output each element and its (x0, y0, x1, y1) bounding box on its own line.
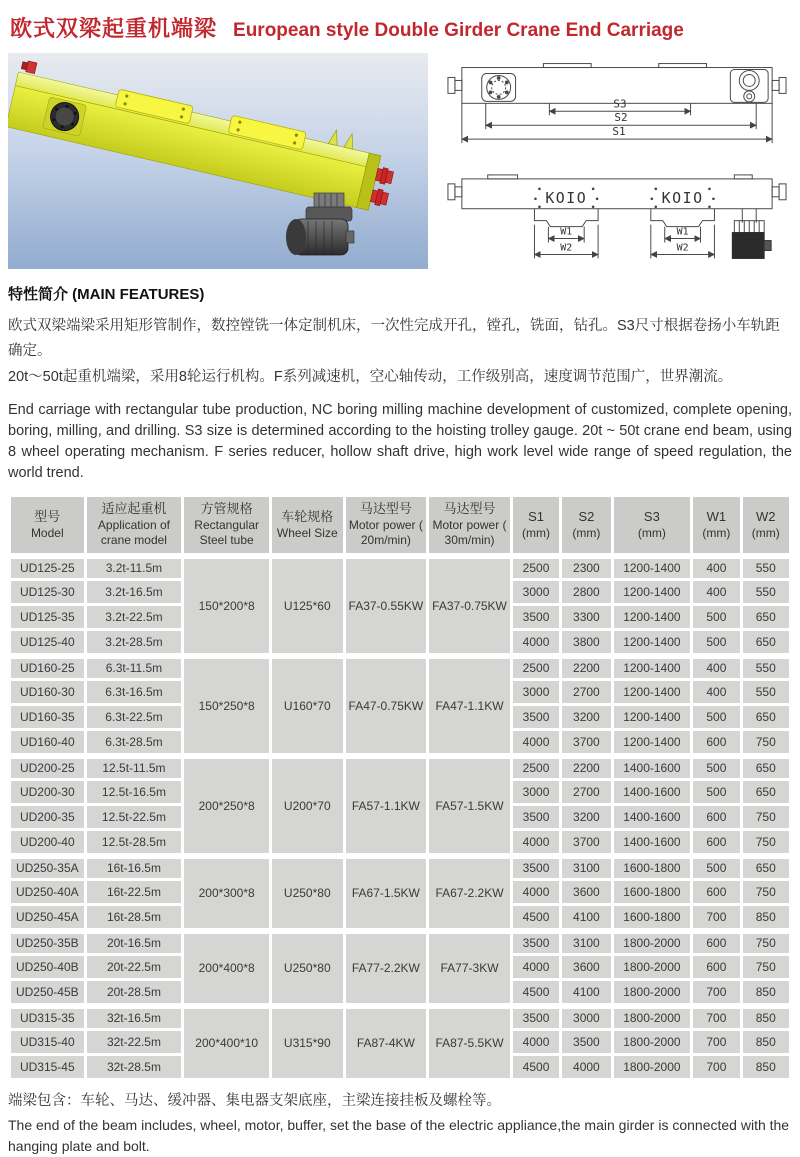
cell-application: 6.3t-16.5m (87, 681, 182, 703)
cell-model: UD250-45A (11, 906, 84, 928)
footer-text-zh: 端梁包含：车轮、马达、缓冲器、集电器支架底座，主梁连接挂板及螺栓等。 (8, 1092, 501, 1109)
cell-s1: 4000 (513, 956, 559, 978)
cell-s1: 3500 (513, 1006, 559, 1028)
cell-s2: 2800 (562, 581, 610, 603)
cell-w2: 750 (743, 806, 789, 828)
col-header-motor30: 马达型号 Motor power ( 30m/min) (429, 497, 510, 553)
cell-s1: 2500 (513, 756, 559, 778)
cell-motor20: FA77-2.2KW (346, 931, 427, 1003)
cell-model: UD250-45B (11, 981, 84, 1003)
cell-s2: 3200 (562, 706, 610, 728)
cell-s3: 1600-1800 (614, 906, 691, 928)
cell-application: 12.5t-16.5m (87, 781, 182, 803)
cell-w2: 850 (743, 981, 789, 1003)
cell-s2: 3200 (562, 806, 610, 828)
cell-model: UD160-30 (11, 681, 84, 703)
cell-s1: 3000 (513, 681, 559, 703)
cell-motor30: FA47-1.1KW (429, 656, 510, 753)
cell-s1: 4500 (513, 906, 559, 928)
cell-w1: 600 (693, 881, 739, 903)
cell-s3: 1800-2000 (614, 931, 691, 953)
cell-s1: 3000 (513, 781, 559, 803)
cell-application: 32t-22.5m (87, 1031, 182, 1053)
cell-s1: 2500 (513, 556, 559, 578)
cell-w2: 750 (743, 931, 789, 953)
cell-s3: 1800-2000 (614, 981, 691, 1003)
cell-model: UD160-25 (11, 656, 84, 678)
cell-s2: 3000 (562, 1006, 610, 1028)
cell-w1: 400 (693, 681, 739, 703)
cell-w1: 600 (693, 956, 739, 978)
cell-application: 12.5t-22.5m (87, 806, 182, 828)
cell-model: UD200-25 (11, 756, 84, 778)
cell-model: UD315-40 (11, 1031, 84, 1053)
cell-s3: 1200-1400 (614, 731, 691, 753)
cell-w1: 500 (693, 856, 739, 878)
cell-motor30: FA57-1.5KW (429, 756, 510, 853)
cell-s3: 1200-1400 (614, 606, 691, 628)
media-row (8, 53, 792, 269)
cell-s2: 3700 (562, 831, 610, 853)
cell-s1: 4500 (513, 1056, 559, 1078)
cell-tube: 150*200*8 (184, 556, 269, 653)
features-text-zh-1: 欧式双梁端梁采用矩形管制作，数控镗铣一体定制机床，一次性完成开孔，镗孔，铣面，钻孔。S3尺寸根据卷扬小车轨距确定。 (8, 318, 780, 359)
cell-w1: 400 (693, 656, 739, 678)
cell-w1: 500 (693, 606, 739, 628)
cell-wheel: U250*80 (272, 931, 343, 1003)
col-header-w2: W2 (mm) (743, 497, 789, 553)
cell-s2: 3100 (562, 856, 610, 878)
spec-table (8, 494, 792, 1081)
dim-label-w2: W2 (560, 242, 573, 254)
col-header-motor20: 马达型号 Motor power ( 20m/min) (346, 497, 427, 553)
spec-row (11, 556, 789, 578)
cell-application: 20t-16.5m (87, 931, 182, 953)
cell-s1: 4000 (513, 831, 559, 853)
cell-s3: 1600-1800 (614, 881, 691, 903)
cell-s1: 2500 (513, 656, 559, 678)
cell-s2: 2700 (562, 781, 610, 803)
cell-w2: 750 (743, 831, 789, 853)
cell-model: UD200-30 (11, 781, 84, 803)
cell-tube: 200*250*8 (184, 756, 269, 853)
cell-s3: 1200-1400 (614, 656, 691, 678)
cell-model: UD125-30 (11, 581, 84, 603)
cell-application: 3.2t-11.5m (87, 556, 182, 578)
col-header-s2: S2 (mm) (562, 497, 610, 553)
cell-application: 3.2t-28.5m (87, 631, 182, 653)
cell-s1: 4000 (513, 1031, 559, 1053)
cell-s2: 3100 (562, 931, 610, 953)
cell-application: 6.3t-11.5m (87, 656, 182, 678)
cell-s3: 1200-1400 (614, 706, 691, 728)
cell-tube: 200*400*8 (184, 931, 269, 1003)
col-header-model: 型号 Model (11, 497, 84, 553)
cell-s3: 1800-2000 (614, 1031, 691, 1053)
cell-s1: 3500 (513, 931, 559, 953)
cell-w2: 850 (743, 1056, 789, 1078)
cell-motor20: FA37-0.55KW (346, 556, 427, 653)
cell-wheel: U250*80 (272, 856, 343, 928)
cell-w1: 700 (693, 1006, 739, 1028)
cell-model: UD200-35 (11, 806, 84, 828)
cell-application: 3.2t-16.5m (87, 581, 182, 603)
spec-header-row (11, 497, 789, 553)
cell-model: UD160-35 (11, 706, 84, 728)
cell-application: 32t-28.5m (87, 1056, 182, 1078)
cell-w2: 650 (743, 856, 789, 878)
cell-wheel: U125*60 (272, 556, 343, 653)
cell-wheel: U315*90 (272, 1006, 343, 1078)
cell-tube: 150*250*8 (184, 656, 269, 753)
cell-w1: 500 (693, 631, 739, 653)
cell-model: UD250-35A (11, 856, 84, 878)
cell-application: 20t-22.5m (87, 956, 182, 978)
cell-motor30: FA67-2.2KW (429, 856, 510, 928)
cell-w2: 750 (743, 731, 789, 753)
dim-label-w1: W1 (676, 226, 689, 238)
cell-w1: 600 (693, 931, 739, 953)
cell-motor30: FA77-3KW (429, 931, 510, 1003)
cell-w2: 550 (743, 581, 789, 603)
col-header-w1: W1 (mm) (693, 497, 739, 553)
features-text-zh-2: 20t～50t起重机端梁，采用8轮运行机构。F系列减速机，空心轴传动，工作级别高，速度调节范围广，世界潮流。 (8, 369, 733, 386)
cell-w2: 650 (743, 756, 789, 778)
cell-w1: 700 (693, 906, 739, 928)
product-photo (8, 53, 428, 269)
spec-row (11, 1006, 789, 1028)
cell-motor20: FA47-0.75KW (346, 656, 427, 753)
cell-w1: 500 (693, 781, 739, 803)
cell-wheel: U200*70 (272, 756, 343, 853)
col-header-application: 适应起重机 Application of crane model (87, 497, 182, 553)
cell-tube: 200*400*10 (184, 1006, 269, 1078)
cell-w2: 650 (743, 606, 789, 628)
spec-row (11, 856, 789, 878)
cell-application: 12.5t-11.5m (87, 756, 182, 778)
dim-label-s1: S1 (612, 125, 626, 139)
cell-s3: 1200-1400 (614, 581, 691, 603)
cell-model: UD250-40A (11, 881, 84, 903)
cell-w2: 750 (743, 881, 789, 903)
cell-motor20: FA67-1.5KW (346, 856, 427, 928)
spec-row (11, 756, 789, 778)
cell-w1: 600 (693, 831, 739, 853)
cell-w1: 400 (693, 556, 739, 578)
spec-row (11, 656, 789, 678)
cell-motor20: FA87-4KW (346, 1006, 427, 1078)
cell-w2: 650 (743, 706, 789, 728)
cell-s2: 4100 (562, 981, 610, 1003)
cell-w2: 850 (743, 906, 789, 928)
cell-s2: 2200 (562, 656, 610, 678)
cell-application: 16t-16.5m (87, 856, 182, 878)
cell-s3: 1400-1600 (614, 756, 691, 778)
cell-w2: 750 (743, 956, 789, 978)
cell-w1: 600 (693, 731, 739, 753)
cell-w2: 850 (743, 1031, 789, 1053)
cell-s2: 3700 (562, 731, 610, 753)
cell-application: 6.3t-22.5m (87, 706, 182, 728)
cell-w1: 400 (693, 581, 739, 603)
features-text-en: End carriage with rectangular tube production, NC boring milling machine development of customized, complete opening, boring, milling, and drilling. S3 size is determined according to the hoisting trolley gauge. 20t ~ 50t crane end beam, using 8 wheel operating mechanism. F series reducer, hollow shaft drive, high work level wide range of speed regulation, the world trend. (8, 401, 792, 481)
cell-model: UD250-35B (11, 931, 84, 953)
cell-s3: 1200-1400 (614, 681, 691, 703)
cell-s3: 1400-1600 (614, 781, 691, 803)
cell-model: UD125-40 (11, 631, 84, 653)
cell-s2: 3800 (562, 631, 610, 653)
cell-motor20: FA57-1.1KW (346, 756, 427, 853)
cell-model: UD315-35 (11, 1006, 84, 1028)
cell-s2: 3600 (562, 881, 610, 903)
cell-s3: 1200-1400 (614, 631, 691, 653)
col-header-tube: 方管规格 Rectangular Steel tube (184, 497, 269, 553)
cell-s1: 4000 (513, 881, 559, 903)
page-title-zh: 欧式双梁起重机端梁 (10, 16, 218, 41)
cell-w1: 700 (693, 1031, 739, 1053)
dim-label-w1: W1 (560, 226, 573, 238)
cell-s2: 4000 (562, 1056, 610, 1078)
technical-drawing (440, 53, 792, 269)
cell-w2: 550 (743, 556, 789, 578)
cell-s1: 4500 (513, 981, 559, 1003)
cell-model: UD250-40B (11, 956, 84, 978)
footer-note (8, 1091, 792, 1157)
cell-model: UD125-25 (11, 556, 84, 578)
cell-w2: 550 (743, 656, 789, 678)
page-title (8, 10, 792, 51)
cell-application: 16t-22.5m (87, 881, 182, 903)
cell-s1: 3500 (513, 606, 559, 628)
cell-s2: 4100 (562, 906, 610, 928)
features-section (8, 283, 792, 484)
cell-s3: 1800-2000 (614, 1056, 691, 1078)
cell-wheel: U160*70 (272, 656, 343, 753)
page-title-en: European style Double Girder Crane End Carriage (233, 20, 684, 41)
cell-w1: 700 (693, 981, 739, 1003)
cell-s1: 3500 (513, 806, 559, 828)
cell-s3: 1600-1800 (614, 856, 691, 878)
spec-table-body (11, 556, 789, 1078)
cell-s1: 4000 (513, 731, 559, 753)
spec-row (11, 931, 789, 953)
cell-model: UD160-40 (11, 731, 84, 753)
cell-s1: 3500 (513, 856, 559, 878)
cell-w1: 600 (693, 806, 739, 828)
col-header-s1: S1 (mm) (513, 497, 559, 553)
cell-application: 16t-28.5m (87, 906, 182, 928)
nameplate-text: KOIO (545, 188, 588, 207)
footer-text-en: The end of the beam includes, wheel, motor, buffer, set the base of the electric appliance,the main girder is connected with the hanging plate and bolt. (8, 1116, 790, 1154)
cell-s1: 3500 (513, 706, 559, 728)
cell-w2: 650 (743, 631, 789, 653)
cell-application: 20t-28.5m (87, 981, 182, 1003)
cell-s3: 1400-1600 (614, 806, 691, 828)
cell-s2: 3600 (562, 956, 610, 978)
cell-s3: 1800-2000 (614, 1006, 691, 1028)
features-heading: 特性简介 (MAIN FEATURES) (8, 286, 205, 303)
cell-w1: 700 (693, 1056, 739, 1078)
cell-w2: 550 (743, 681, 789, 703)
cell-s3: 1400-1600 (614, 831, 691, 853)
cell-model: UD200-40 (11, 831, 84, 853)
cell-s1: 4000 (513, 631, 559, 653)
cell-application: 6.3t-28.5m (87, 731, 182, 753)
col-header-wheel: 车轮规格 Wheel Size (272, 497, 343, 553)
cell-s3: 1800-2000 (614, 956, 691, 978)
cell-model: UD315-45 (11, 1056, 84, 1078)
cell-s2: 2300 (562, 556, 610, 578)
cell-s2: 2700 (562, 681, 610, 703)
cell-tube: 200*300*8 (184, 856, 269, 928)
cell-s2: 3300 (562, 606, 610, 628)
cell-application: 32t-16.5m (87, 1006, 182, 1028)
dim-label-s2: S2 (614, 111, 628, 125)
nameplate-text: KOIO (661, 188, 704, 207)
col-header-s3: S3 (mm) (614, 497, 691, 553)
cell-motor30: FA87-5.5KW (429, 1006, 510, 1078)
cell-w1: 500 (693, 706, 739, 728)
cell-s2: 2200 (562, 756, 610, 778)
cell-s2: 3500 (562, 1031, 610, 1053)
dim-label-s3: S3 (613, 97, 627, 111)
cell-application: 12.5t-28.5m (87, 831, 182, 853)
cell-w2: 850 (743, 1006, 789, 1028)
cell-w2: 650 (743, 781, 789, 803)
cell-application: 3.2t-22.5m (87, 606, 182, 628)
dim-label-w2: W2 (676, 242, 689, 254)
cell-s1: 3000 (513, 581, 559, 603)
cell-motor30: FA37-0.75KW (429, 556, 510, 653)
cell-model: UD125-35 (11, 606, 84, 628)
cell-w1: 500 (693, 756, 739, 778)
cell-s3: 1200-1400 (614, 556, 691, 578)
